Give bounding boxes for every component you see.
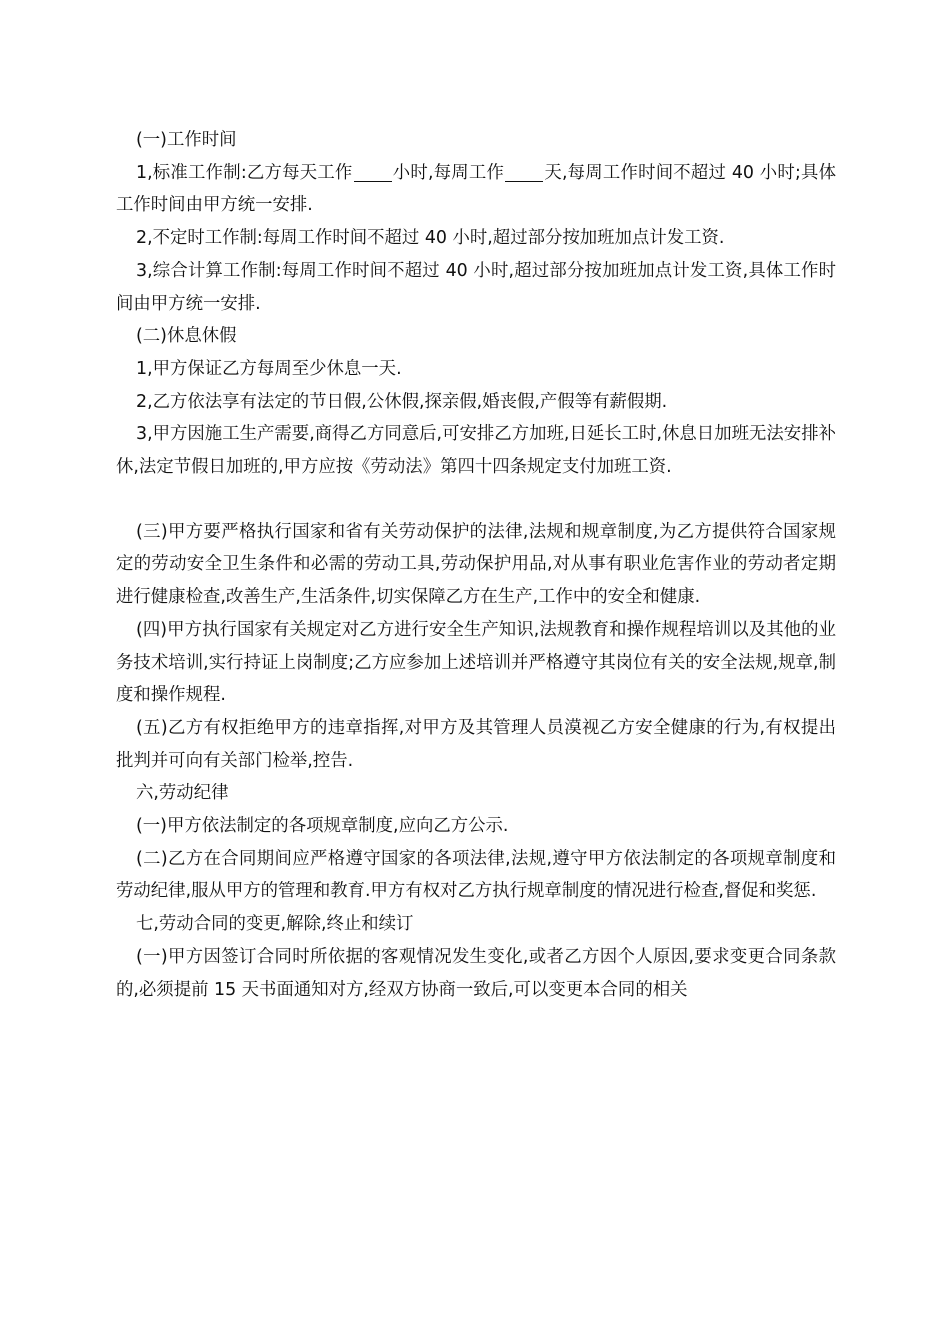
paragraph-contract-change: (一)甲方因签订合同时所依据的客观情况发生变化,或者乙方因个人原因,要求变更合同条款的,必须提前 15 天书面通知对方,经双方协商一致后,可以变更本合同的相关 — [116, 946, 836, 1000]
paragraph-comply-rules: (二)乙方在合同期间应严格遵守国家的各项法律,法规,遵守甲方依法制定的各项规章制度和劳动纪律,服从甲方的管理和教育.甲方有权对乙方执行规章制度的情况进行检查,督促和奖惩. — [116, 848, 836, 902]
paragraph-safety-training: (四)甲方执行国家有关规定对乙方进行安全生产知识,法规教育和操作规程培训以及其他的业务技术培训,实行持证上岗制度;乙方应参加上述培训并严格遵守其岗位有关的安全法规,规章,制度和操作规程. — [116, 619, 836, 706]
paragraph-standard-hours — [116, 157, 836, 222]
paragraph-paid-leave: 2,乙方依法享有法定的节日假,公休假,探亲假,婚丧假,产假等有薪假期. — [136, 391, 668, 412]
paragraph-comprehensive-hours: 3,综合计算工作制:每周工作时间不超过 40 小时,超过部分按加班加点计发工资,具体工作时间由甲方统一安排. — [116, 260, 836, 314]
section-heading-labor-discipline: 六,劳动纪律 — [136, 783, 229, 804]
paragraph-overtime: 3,甲方因施工生产需要,商得乙方同意后,可安排乙方加班,日延长工时,休息日加班无法安排补休,法定节假日加班的,甲方应按《劳动法》第四十四条规定支付加班工资. — [116, 424, 836, 478]
paragraph-gap — [116, 484, 836, 516]
section-heading-rest-leave: (二)休息休假 — [136, 326, 237, 347]
weekly-days-blank[interactable] — [505, 163, 543, 182]
section-heading-work-time: (一)工作时间 — [136, 130, 237, 150]
paragraph-refuse-orders: (五)乙方有权拒绝甲方的违章指挥,对甲方及其管理人员漠视乙方安全健康的行为,有权提出批判并可向有关部门检举,控告. — [116, 717, 836, 771]
document-page — [116, 124, 836, 1006]
paragraph-weekly-rest: 1,甲方保证乙方每周至少休息一天. — [136, 358, 402, 379]
standard-hours-text-c: 天,每周工作时间不超过 40 小时;具体工作时间由甲方统一安排. — [116, 162, 837, 216]
paragraph-rules-public: (一)甲方依法制定的各项规章制度,应向乙方公示. — [136, 816, 509, 837]
standard-hours-text-a: 1,标准工作制:乙方每天工作 — [136, 162, 353, 183]
standard-hours-text-b: 小时,每周工作 — [392, 162, 505, 183]
section-heading-contract-change: 七,劳动合同的变更,解除,终止和续订 — [136, 914, 414, 935]
paragraph-labor-protection: (三)甲方要严格执行国家和省有关劳动保护的法律,法规和规章制度,为乙方提供符合国家规定的劳动安全卫生条件和必需的劳动工具,劳动保护用品,对从事有职业危害作业的劳动者定期进行健康检查,改善生产,生活条件,切实保障乙方在生产,工作中的安全和健康. — [116, 521, 836, 608]
daily-hours-blank[interactable] — [354, 163, 392, 182]
paragraph-flexible-hours: 2,不定时工作制:每周工作时间不超过 40 小时,超过部分按加班加点计发工资. — [136, 228, 725, 249]
